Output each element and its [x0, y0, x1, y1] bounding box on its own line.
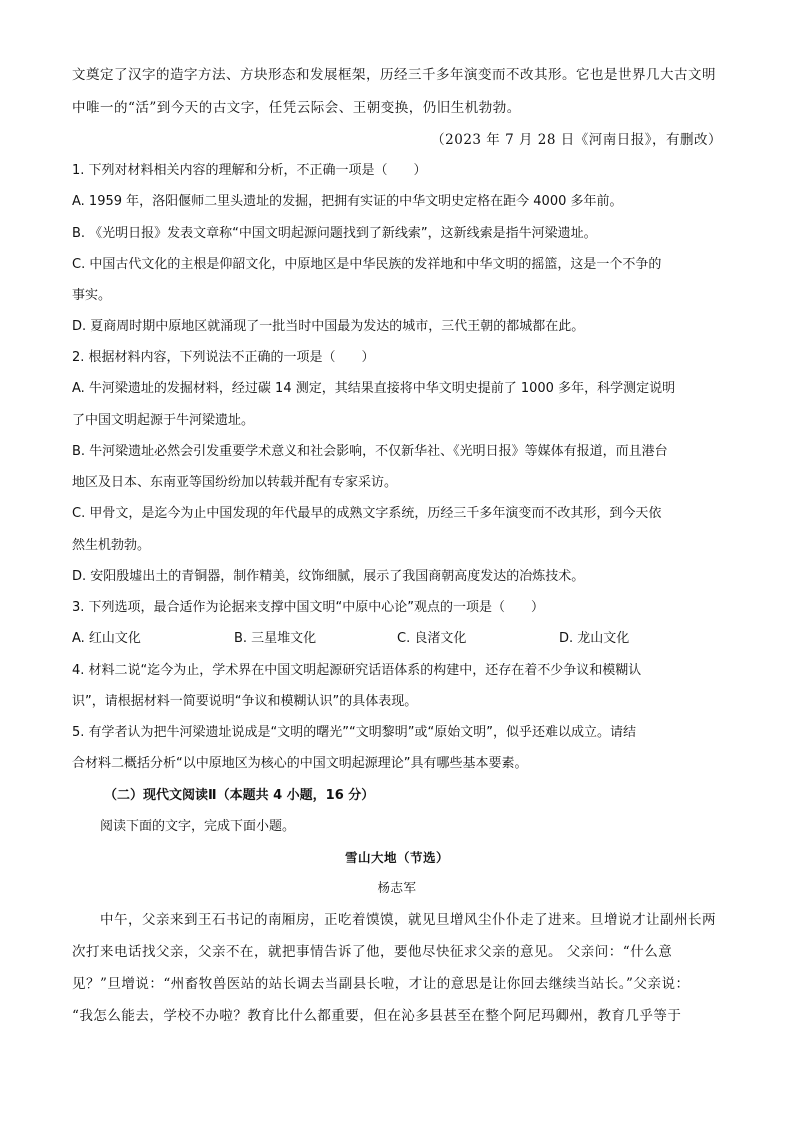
story-title: 雪山大地（节选）: [344, 850, 449, 865]
material-tail-line-2: 中唯一的“活”到今天的古文字，任凭云际会、王朝变换，仍旧生机勃勃。: [72, 100, 521, 116]
q2-option-b-line-1: B. 牛河梁遗址必然会引发重要学术意义和社会影响，不仅新华社、《光明日报》等媒体有报道，而且港台: [72, 444, 668, 459]
q3-stem: 3. 下列选项，最合适作为论据来支撑中国文明“中原中心论”观点的一项是（ ）: [72, 600, 545, 615]
story-line-4: “我怎么能去，学校不办啦？教育比什么都重要，但在沁多县甚至在整个阿尼玛卿州，教育几乎等于: [72, 1008, 682, 1024]
q1-option-c-line-2: 事实。: [72, 288, 112, 303]
q3-option-a: A. 红山文化: [72, 631, 141, 646]
section-heading: （二）现代文阅读Ⅱ（本题共 4 小题，16 分）: [104, 788, 375, 803]
q1-option-a: A. 1959 年，洛阳偃师二里头遗址的发掘，把拥有实证的中华文明史定格在距今 4000 多年前。: [72, 194, 623, 209]
story-line-3: 见？”旦增说：“州畜牧兽医站的站长调去当副县长啦，才让的意思是让你回去继续当站长。”父亲说：: [72, 976, 690, 992]
story-author: 杨志军: [377, 880, 417, 895]
q5-line-2: 合材料二概括分析“以中原地区为核心的中国文明起源理论”具有哪些基本要素。: [72, 756, 528, 771]
q4-line-1: 4. 材料二说“迄今为止，学术界在中国文明起源研究话语体系的构建中，还存在着不少争议和模糊认: [72, 663, 642, 678]
q1-option-b: B. 《光明日报》发表文章称“中国文明起源问题找到了新线索”，这新线索是指牛河梁遗址。: [72, 226, 597, 241]
section-instruction: 阅读下面的文字，完成下面小题。: [100, 819, 296, 834]
q3-option-b: B. 三星堆文化: [234, 631, 317, 646]
q2-option-b-line-2: 地区及日本、东南亚等国纷纷加以转载并配有专家采访。: [72, 475, 398, 490]
q1-option-d: D. 夏商周时期中原地区就涌现了一批当时中国最为发达的城市，三代王朝的都城都在此。: [72, 319, 585, 334]
q3-option-c: C. 良渚文化: [397, 631, 467, 646]
q2-option-c-line-2: 然生机勃勃。: [72, 538, 151, 553]
story-line-2: 次打来电话找父亲，父亲不在，就把事情告诉了他，要他尽快征求父亲的意见。 父亲问：“什么意: [72, 944, 673, 960]
q1-option-c-line-1: C. 中国古代文化的主根是仰韶文化，中原地区是中华民族的发祥地和中华文明的摇篮，这是一个不争的: [72, 257, 662, 272]
q1-stem: 1. 下列对材料相关内容的理解和分析，不正确一项是（ ）: [72, 163, 427, 178]
q5-line-1: 5. 有学者认为把牛河梁遗址说成是“文明的曙光”“文明黎明”或“原始文明”，似乎还难以成立。请结: [72, 725, 636, 740]
q2-option-c-line-1: C. 甲骨文，是迄今为止中国发现的年代最早的成熟文字系统，历经三千多年演变而不改其形，到今天依: [72, 506, 662, 521]
q4-line-2: 识”，请根据材料一简要说明“争议和模糊认识”的具体表现。: [72, 694, 418, 709]
q3-option-d: D. 龙山文化: [559, 631, 630, 646]
q2-option-d: D. 安阳殷墟出土的青铜器，制作精美，纹饰细腻，展示了我国商朝高度发达的冶炼技术。: [72, 569, 585, 584]
q2-option-a-line-1: A. 牛河梁遗址的发掘材料，经过碳 14 测定，其结果直接将中华文明史提前了 1000 多年，科学测定说明: [72, 381, 676, 396]
story-line-1: 中午，父亲来到王石书记的南厢房，正吃着馍馍，就见旦增风尘仆仆走了进来。旦增说才让副州长两: [100, 912, 716, 928]
source-citation: （2023 年 7 月 28 日《河南日报》，有删改）: [431, 132, 722, 148]
material-tail-line-1: 文奠定了汉字的造字方法、方块形态和发展框架，历经三千多年演变而不改其形。它也是世界几大古文明: [72, 67, 716, 83]
q2-stem: 2. 根据材料内容，下列说法不正确的一项是（ ）: [72, 350, 375, 365]
q2-option-a-line-2: 了中国文明起源于牛河梁遗址。: [72, 413, 255, 428]
